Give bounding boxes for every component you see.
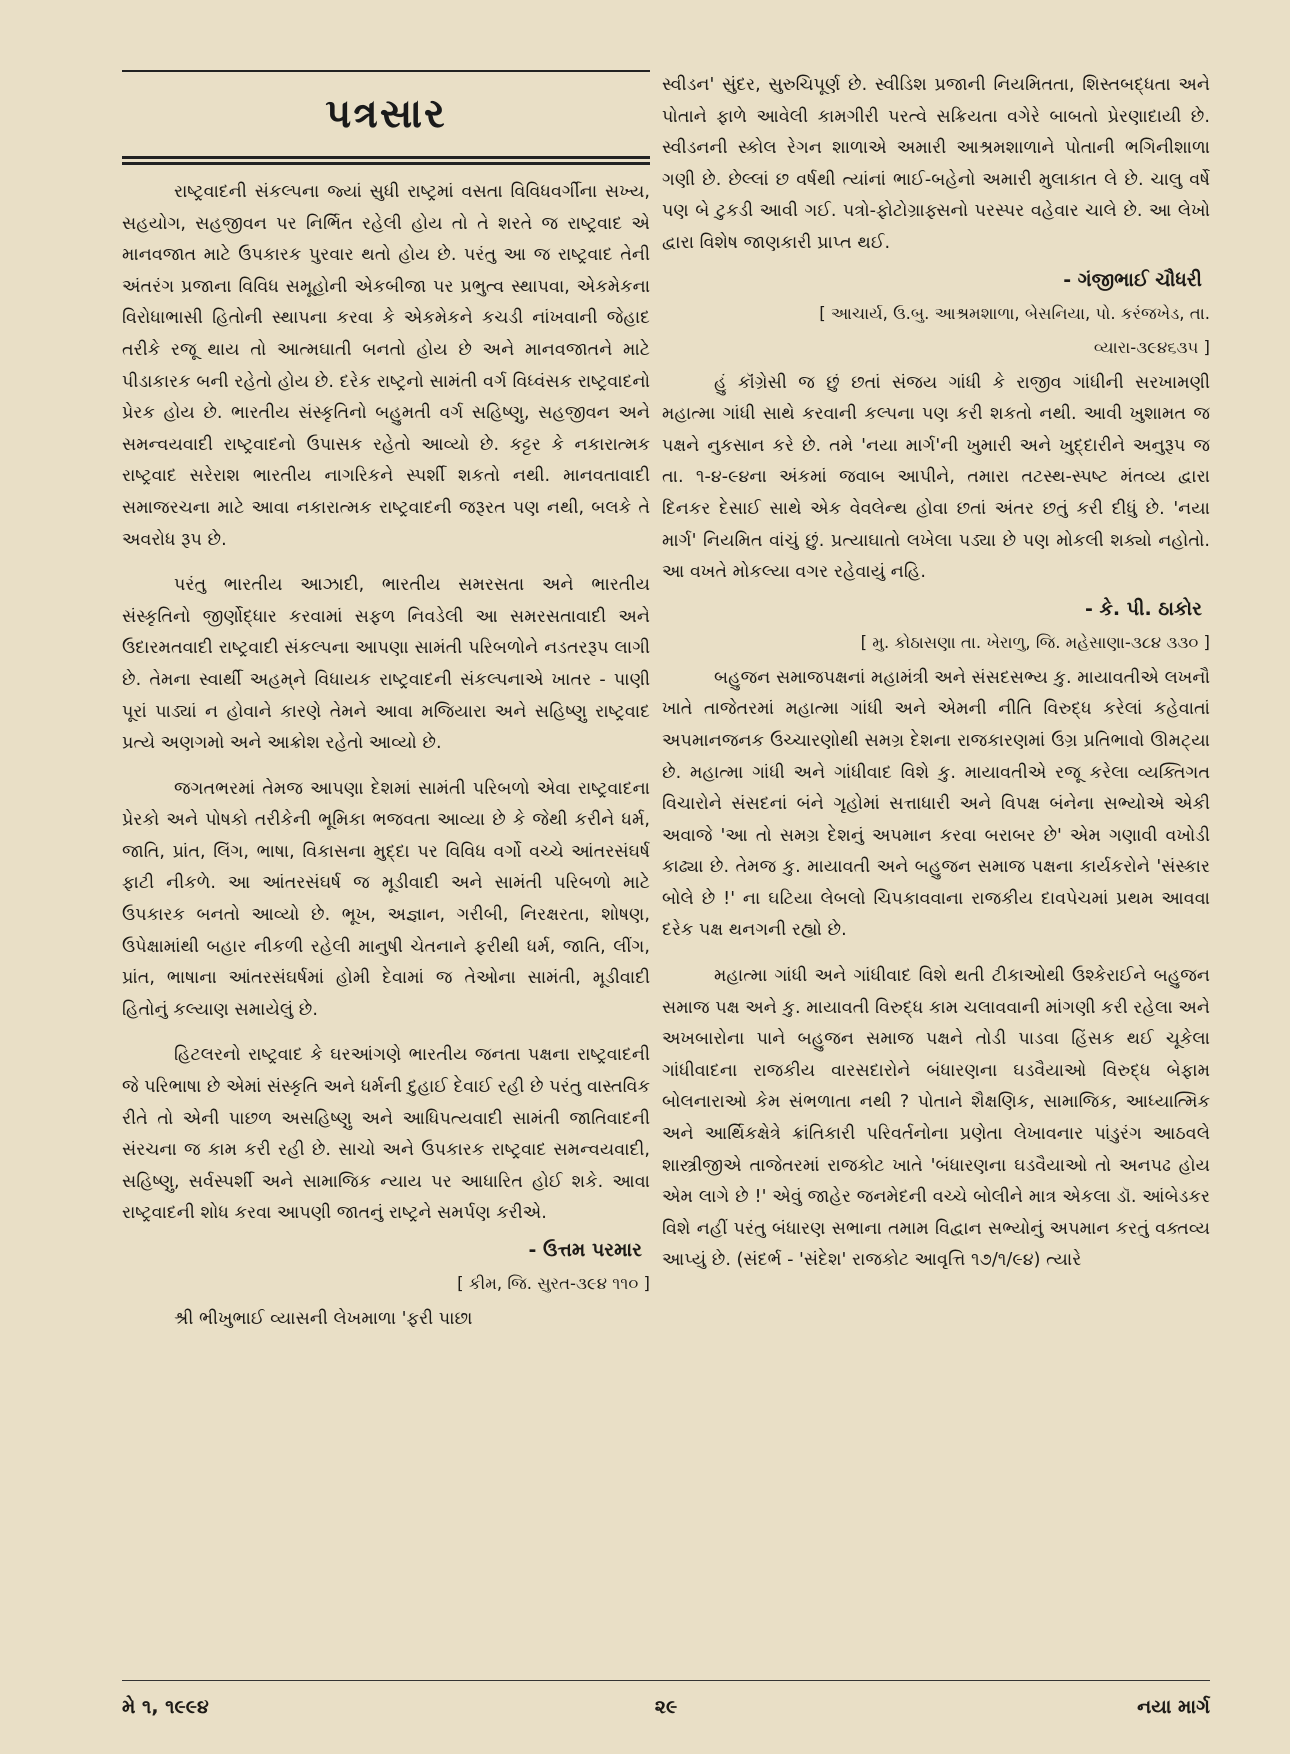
letter3-signature: - કે. પી. ઠાકોર [1084,597,1202,620]
footer-date: મે ૧, ૧૯૯૪ [122,1696,209,1718]
left-column [122,70,650,1336]
section-title: પત્રસાર [325,91,447,137]
letter2-signature: - ગંજીભાઈ ચૌધરી [1063,268,1202,291]
right-column [662,70,1210,1277]
letter1-paragraph-2: પરંતુ ભારતીય આઝાદી, ભારતીય સમરસતા અને ભારતીય સંસ્કૃતિનો જીર્ણોદ્ધાર કરવામાં સફળ નિવડેલી આ સમરસતાવાદી અને ઉદારમતવાદી રાષ્ટ્રવાદી સંકલ્પના આપણા સામંતી પરિબળોને નડતરરૂપ લાગી છે. તેમના સ્વાર્થી અહમ્‌ને વિધાયક રાષ્ટ્રવાદની સંકલ્પનાએ ખાતર - પાણી પૂરાં પાડ્યાં ન હોવાને કારણે તેમને આવા મજિયારા અને સહિષ્ણુ રાષ્ટ્રવાદ પ્રત્યે અણગમો અને આક્રોશ રહેતો આવ્યો છે. [122,575,650,754]
letter2-address-line2: વ્યારા-૩૯૪૬૩૫ ] [1093,337,1210,357]
letter1-paragraph-4: હિટલરનો રાષ્ટ્રવાદ કે ઘરઆંગણે ભારતીય જનતા પક્ષના રાષ્ટ્રવાદની જે પરિભાષા છે એમાં સંસ્કૃતિ અને ધર્મની દુહાઈ દેવાઈ રહી છે પરંતુ વાસ્તવિક રીતે તો એની પાછળ અસહિષ્ણુ અને આધિપત્યવાદી સામંતી જાતિવાદની સંરચના જ કામ કરી રહી છે. સાચો અને ઉપકારક રાષ્ટ્રવાદ સમન્વયવાદી, સહિષ્ણુ, સર્વસ્પર્શી અને સામાજિક ન્યાય પર આધારિત હોઈ શકે. આવા રાષ્ટ્રવાદની શોધ કરવા આપણી જાતનું રાષ્ટ્રને સમર્પણ કરીએ. [122,1045,650,1224]
letter1-paragraph-3: જગતભરમાં તેમજ આપણા દેશમાં સામંતી પરિબળો એવા રાષ્ટ્રવાદના પ્રેરકો અને પોષકો તરીકેની ભૂમિકા ભજવતા આવ્યા છે કે જેથી કરીને ધર્મ, જાતિ, પ્રાંત, લિંગ, ભાષા, વિકાસના મુદ્દા પર વિવિધ વર્ગો વચ્ચે આંતરસંઘર્ષ ફાટી નીકળે. આ આંતરસંઘર્ષ જ મૂડીવાદી અને સામંતી પરિબળો માટે ઉપકારક બનતો આવ્યો છે. ભૂખ, અજ્ઞાન, ગરીબી, નિરક્ષરતા, શોષણ, ઉપેક્ષામાંથી બહાર નીકળી રહેલી માનુષી ચેતનાને ફરીથી ધર્મ, જાતિ, લીંગ, પ્રાંત, ભાષાના આંતરસંઘર્ષમાં હોમી દેવામાં જ તેઓના સામંતી, મૂડીવાદી હિતોનું કલ્યાણ સમાયેલું છે. [122,778,650,1020]
letter3-paragraph: હું કૉંગ્રેસી જ છું છતાં સંજય ગાંધી કે રાજીવ ગાંધીની સરખામણી મહાત્મા ગાંધી સાથે કરવાની કલ્પના પણ કરી શકતો નથી. આવી ખુશામત જ પક્ષને નુકસાન કરે છે. તમે 'નયા માર્ગ'ની ખુમારી અને ખુદ્દારીને અનુરૂપ જ તા. ૧-૪-૯૪ના અંકમાં જવાબ આપીને, તમારા તટસ્થ-સ્પષ્ટ મંતવ્ય દ્વારા દિનકર દેસાઈ સાથે એક વેવલેન્થ હોવા છતાં અંતર છતું કરી દીધું છે. 'નયા માર્ગ' નિયમિત વાંચું છું. પ્રત્યાઘાતો લખેલા પડ્યા છે પણ મોકલી શક્યો નહોતો. આ વખતે મોકલ્યા વગર રહેવાયું નહિ. [662,372,1210,583]
page-footer [122,1690,1210,1724]
title-block [122,72,650,156]
letter1-paragraph-1: રાષ્ટ્રવાદની સંકલ્પના જ્યાં સુધી રાષ્ટ્રમાં વસતા વિવિધવર્ગીના સખ્ય, સહયોગ, સહજીવન પર નિર્ભિત રહેલી હોય તો તે શરતે જ રાષ્ટ્રવાદ એ માનવજાત માટે ઉપકારક પુરવાર થતો હોય છે. પરંતુ આ જ રાષ્ટ્રવાદ તેની અંતરંગ પ્રજાના વિવિધ સમૂહોની એકબીજા પર પ્રભુત્વ સ્થાપવા, એકમેકના વિરોધાભાસી હિતોની સ્થાપના કરવા કે એકમેકને કચડી નાંખવાની જેહાદ તરીકે રજૂ થાય તો આત્મઘાતી બનતો હોય છે અને માનવજાતને માટે પીડાકારક બની રહેતો હોય છે. દરેક રાષ્ટ્રનો સામંતી વર્ગ વિધ્વંસક રાષ્ટ્રવાદનો પ્રેરક હોય છે. ભારતીય સંસ્કૃતિનો બહુમતી વર્ગ સહિષ્ણુ, સહજીવન અને સમન્વયવાદી રાષ્ટ્રવાદનો ઉપાસક રહેતો આવ્યો છે. કટ્ટર કે નકારાત્મક રાષ્ટ્રવાદ સરેરાશ ભારતીય નાગરિકને સ્પર્શી શકતો નથી. માનવતાવાદી સમાજરચના માટે આવા નકારાત્મક રાષ્ટ્રવાદની જરૂરત પણ નથી, બલકે તે અવરોધ રૂપ છે. [122,182,650,550]
letter2-paragraph-start: શ્રી ભીખુભાઈ વ્યાસની લેખમાળા 'ફરી પાછા [174,1309,473,1329]
publication-name: નયા માર્ગ [1137,1696,1210,1718]
letter1-address: [ કીમ, જિ. સુરત-૩૯૪ ૧૧૦ ] [457,1274,650,1293]
letter4-paragraph-2: મહાત્મા ગાંધી અને ગાંધીવાદ વિશે થતી ટીકાઓથી ઉશ્કેરાઈને બહુજન સમાજ પક્ષ અને કુ. માયાવતી વિરુદ્ધ કામ ચલાવવાની માંગણી કરી રહેલા અને અખબારોના પાને બહુજન સમાજ પક્ષને તોડી પાડવા હિંસક થઈ ચૂકેલા ગાંધીવાદના રાજકીય વારસદારોને બંધારણના ઘડવૈયાઓ વિરુદ્ધ બેફામ બોલનારાઓ કેમ સંભળાતા નથી ? પોતાને શૈક્ષણિક, સામાજિક, આધ્યાત્મિક અને આર્થિકક્ષેત્રે ક્રાંતિકારી પરિવર્તનોના પ્રણેતા લેખાવનાર પાંડુરંગ આઠવલે શાસ્ત્રીજીએ તાજેતરમાં રાજકોટ ખાતે 'બંધારણના ઘડવૈયાઓ તો અનપઢ હોય એમ લાગે છે !' એવું જાહેર જનમેદની વચ્ચે બોલીને માત્ર એકલા ડૉ. આંબેડકર વિશે નહીં પરંતુ બંધારણ સભાના તમામ વિદ્વાન સભ્યોનું અપમાન કરતું વક્તવ્ય આપ્યું છે. (સંદર્ભ - 'સંદેશ' રાજકોટ આવૃત્તિ ૧૭/૧/૯૪) ત્યારે [662,966,1210,1271]
title-double-rule [122,156,650,165]
page-number: ૨૯ [654,1696,678,1718]
letter4-paragraph-1: બહુજન સમાજપક્ષનાં મહામંત્રી અને સંસદસભ્ય કુ. માયાવતીએ લખનૌ ખાતે તાજેતરમાં મહાત્મા ગાંધી અને એમની નીતિ વિરુદ્ધ કરેલાં કહેવાતાં અપમાનજનક ઉચ્ચારણોથી સમગ્ર દેશના રાજકારણમાં ઉગ્ર પ્રતિભાવો ઊમટ્યા છે. મહાત્મા ગાંધી અને ગાંધીવાદ વિશે કુ. માયાવતીએ રજૂ કરેલા વ્યક્તિગત વિચારોને સંસદનાં બંને ગૃહોમાં સત્તાધારી અને વિપક્ષ બંનેના સભ્યોએ એકી અવાજે 'આ તો સમગ્ર દેશનું અપમાન કરવા બરાબર છે' એમ ગણાવી વખોડી કાઢ્યા છે. તેમજ કુ. માયાવતી અને બહુજન સમાજ પક્ષના કાર્યકરોને 'સંસ્કાર બોલે છે !' ના ઘટિયા લેબલો ચિપકાવવાના રાજકીય દાવપેચમાં પ્રથમ આવવા દરેક પક્ષ થનગની રહ્યો છે. [662,667,1211,941]
letter2-address-line1: [ આચાર્ય, ઉ.બુ. આશ્રમશાળા, બેસનિયા, પો. કરંજખેડ, તા. [819,303,1210,323]
letter3-address: [ મુ. કોઠાસણા તા. ખેરાળુ, જિ. મહેસાણા-૩૮૪ ૩૩૦ ] [860,632,1210,652]
letter1-signature: - ઉત્તમ પરમાર [528,1239,642,1261]
footer-rule [122,1680,1210,1681]
letter2-paragraph-cont: સ્વીડન' સુંદર, સુરુચિપૂર્ણ છે. સ્વીડિશ પ્રજાની નિયમિતતા, શિસ્તબદ્ધતા અને પોતાને ફાળે આવેલી કામગીરી પરત્વે સક્રિયતા વગેરે બાબતો પ્રેરણાદાયી છે. સ્વીડનની સ્કોલ રેગન શાળાએ અમારી આશ્રમશાળાને પોતાની ભગિનીશાળા ગણી છે. છેલ્લાં છ વર્ષથી ત્યાંનાં ભાઈ-બહેનો અમારી મુલાકાત લે છે. ચાલુ વર્ષે પણ બે ટુકડી આવી ગઈ. પત્રો-ફોટોગ્રાફ્સનો પરસ્પર વહેવાર ચાલે છે. આ લેખો દ્વારા વિશેષ જાણકારી પ્રાપ્ત થઈ. [662,75,1210,253]
